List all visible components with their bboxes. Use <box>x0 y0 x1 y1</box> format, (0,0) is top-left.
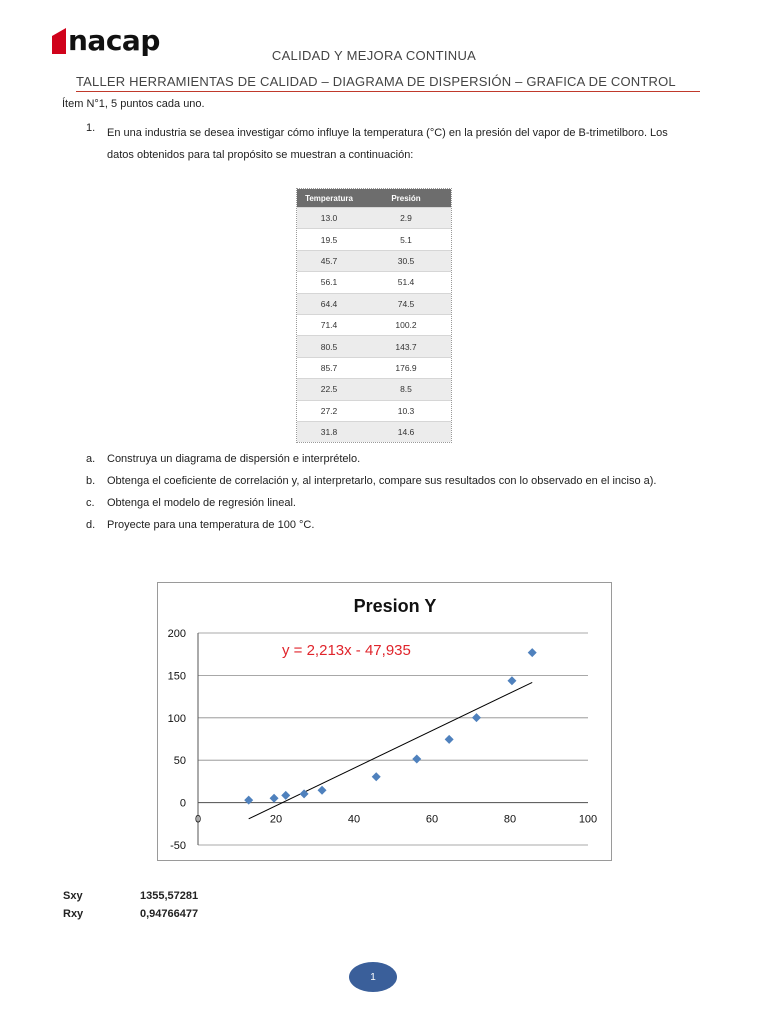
question-number: 1. <box>86 122 96 134</box>
cell-presion: 10.3 <box>361 400 451 421</box>
stat-row-sxy <box>63 887 198 905</box>
table-row <box>297 250 451 271</box>
header-rule <box>76 91 700 92</box>
stat-row-rxy <box>63 905 198 923</box>
subquestion-item <box>86 470 697 492</box>
subquestion-item <box>86 448 697 470</box>
table-row <box>297 336 451 357</box>
y-tick-label: 50 <box>173 755 186 768</box>
table-row <box>297 400 451 421</box>
data-table <box>297 189 451 442</box>
cell-temperatura: 85.7 <box>297 357 361 378</box>
cell-presion: 8.5 <box>361 379 451 400</box>
chart-title: Presion Y <box>353 596 437 616</box>
cell-temperatura: 80.5 <box>297 336 361 357</box>
table-header-presion: Presión <box>361 189 451 208</box>
stat-value: 1355,57281 <box>140 890 199 902</box>
subquestion-letter: d. <box>86 519 96 531</box>
cell-temperatura: 27.2 <box>297 400 361 421</box>
cell-presion: 30.5 <box>361 250 451 271</box>
table-body <box>297 208 451 443</box>
subquestion-text: Obtenga el coeficiente de correlación y, al interpretarlo, compare sus resultados con lo observado en el inciso a). <box>107 475 657 487</box>
table-row <box>297 208 451 229</box>
data-point <box>318 786 327 795</box>
document-subtitle: TALLER HERRAMIENTAS DE CALIDAD – DIAGRAMA DE DISPERSIÓN – GRAFICA DE CONTROL <box>76 74 676 89</box>
cell-temperatura: 19.5 <box>297 229 361 250</box>
data-point <box>270 794 279 803</box>
table-row <box>297 229 451 250</box>
x-tick-label: 100 <box>578 813 598 826</box>
data-point <box>281 791 290 800</box>
subquestion-list <box>86 448 697 536</box>
cell-presion: 2.9 <box>361 208 451 229</box>
subquestion-text: Construya un diagrama de dispersión e interprételo. <box>107 453 361 465</box>
table-row <box>297 421 451 442</box>
data-point <box>412 755 421 764</box>
table-row <box>297 379 451 400</box>
cell-presion: 143.7 <box>361 336 451 357</box>
data-point <box>445 735 454 744</box>
table-row <box>297 272 451 293</box>
x-tick-label: 0 <box>194 813 202 826</box>
cell-temperatura: 22.5 <box>297 379 361 400</box>
x-tick-label: 80 <box>503 813 517 826</box>
cell-temperatura: 13.0 <box>297 208 361 229</box>
document-title: CALIDAD Y MEJORA CONTINUA <box>271 48 477 63</box>
stats-block <box>63 887 198 923</box>
data-point <box>372 772 381 781</box>
subquestion-letter: b. <box>86 475 96 487</box>
data-point <box>507 676 516 685</box>
y-tick-label: 0 <box>179 797 186 810</box>
y-tick-label: 200 <box>167 628 186 640</box>
table-row <box>297 314 451 335</box>
cell-temperatura: 31.8 <box>297 421 361 442</box>
subquestion-text: Obtenga el modelo de regresión lineal. <box>107 497 296 509</box>
cell-presion: 74.5 <box>361 293 451 314</box>
subquestion-letter: c. <box>86 497 95 509</box>
item-title: Ítem N°1, 5 puntos cada uno. <box>62 98 205 110</box>
subquestion-letter: a. <box>86 453 96 465</box>
trendline <box>249 682 533 818</box>
cell-temperatura: 56.1 <box>297 272 361 293</box>
cell-temperatura: 64.4 <box>297 293 361 314</box>
table-row <box>297 293 451 314</box>
data-point <box>244 796 253 805</box>
cell-presion: 14.6 <box>361 421 451 442</box>
cell-temperatura: 45.7 <box>297 250 361 271</box>
x-tick-label: 40 <box>347 813 361 826</box>
x-tick-label: 20 <box>269 813 283 826</box>
x-tick-label: 60 <box>425 813 439 826</box>
page-number-badge <box>349 962 397 992</box>
cell-presion: 51.4 <box>361 272 451 293</box>
subquestion-text: Proyecte para una temperatura de 100 °C. <box>107 519 315 531</box>
subquestion-item <box>86 514 697 536</box>
scatter-chart-svg <box>158 583 611 860</box>
cell-temperatura: 71.4 <box>297 314 361 335</box>
y-tick-label: 150 <box>167 670 186 683</box>
trendline-equation: y = 2,213x - 47,935 <box>282 642 411 659</box>
y-tick-label: -50 <box>170 840 186 852</box>
stat-label: Rxy <box>63 908 84 920</box>
cell-presion: 5.1 <box>361 229 451 250</box>
question-text: En una industria se desea investigar cómo influye la temperatura (°C) en la presión del vapor de B-trimetilboro. Los datos obtenidos para tal propósito se muestran a continuación: <box>107 127 668 161</box>
page-number: 1 <box>370 971 376 983</box>
stat-label: Sxy <box>63 890 83 902</box>
subquestion-item <box>86 492 697 514</box>
table-row <box>297 357 451 378</box>
scatter-chart <box>157 582 612 861</box>
cell-presion: 100.2 <box>361 314 451 335</box>
logo-text: nacap <box>68 24 160 57</box>
cell-presion: 176.9 <box>361 357 451 378</box>
data-point <box>472 713 481 722</box>
y-tick-label: 100 <box>167 712 186 725</box>
stat-value: 0,94766477 <box>140 908 199 920</box>
data-point <box>528 648 537 657</box>
table-header-temperatura: Temperatura <box>297 189 361 208</box>
